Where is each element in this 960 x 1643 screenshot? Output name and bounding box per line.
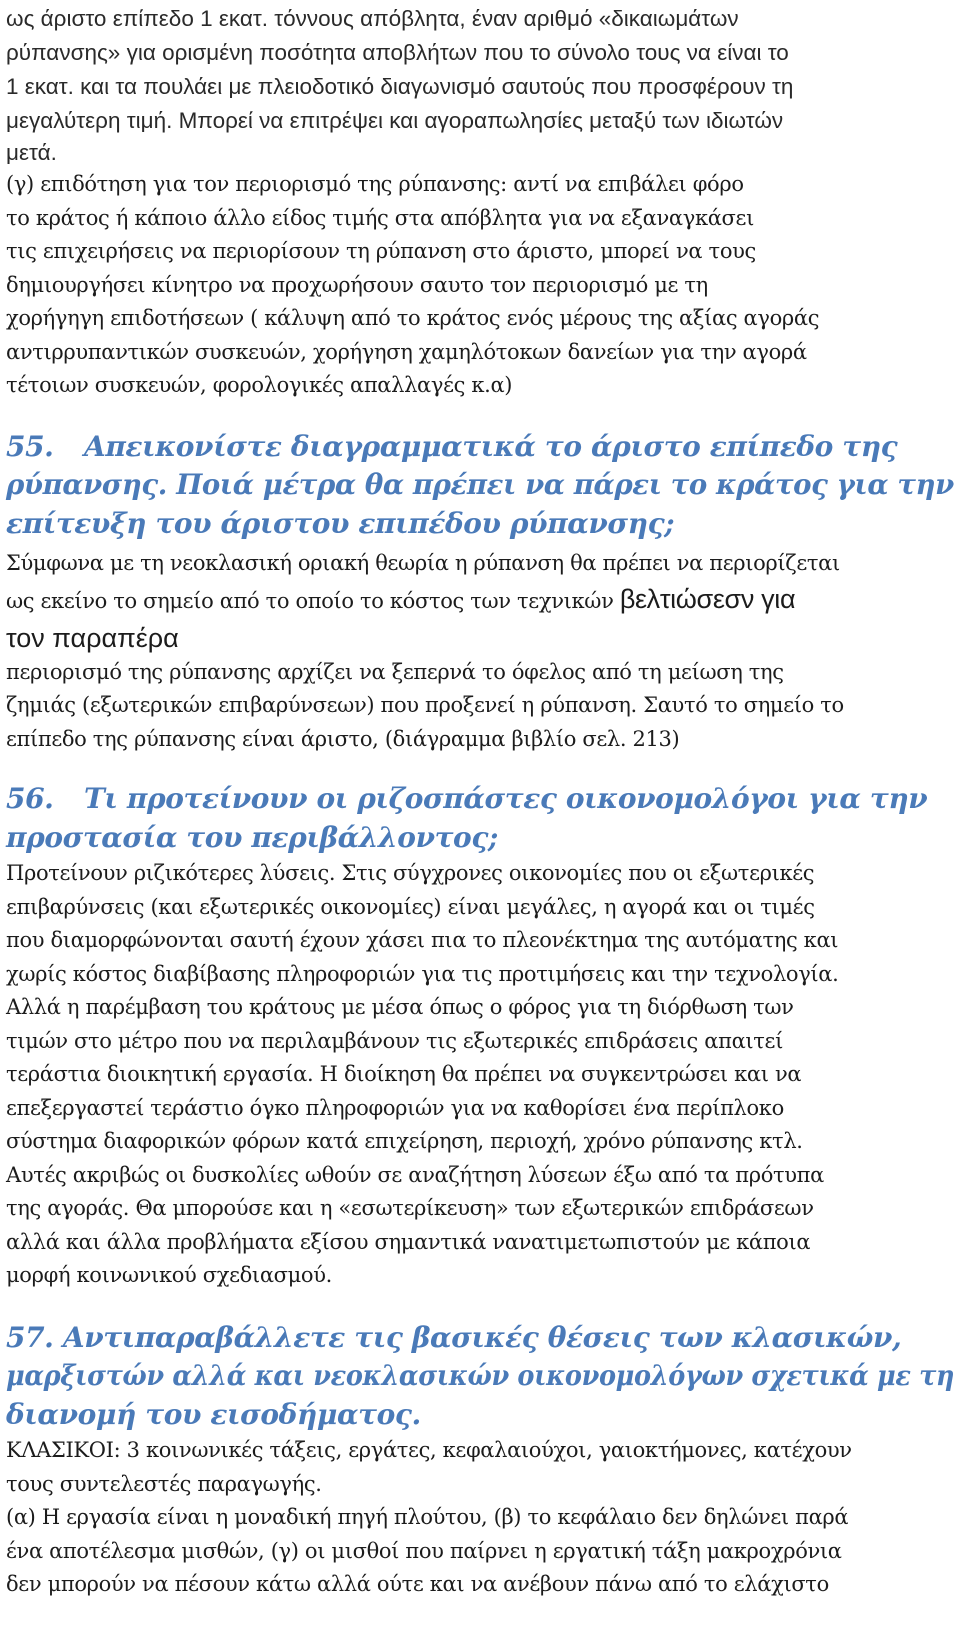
answer-line: ένα αποτέλεσμα μισθών, (γ) οι μισθοί που παίρνει η εργατική τάξη μακροχρόνια <box>6 1538 842 1563</box>
answer-line: επίπεδο της ρύπανσης είναι άριστο, (διάγραμμα βιβλίο σελ. 213) <box>6 726 680 751</box>
answer-line: που διαμορφώνονται σαυτή έχουν χάσει πια το πλεονέκτημα της αυτόματης και <box>6 928 839 952</box>
answer-line: τους συντελεστές παραγωγής. <box>6 1471 322 1496</box>
answer-text: ως εκείνο το σημείο από το οποίο το κόστος των τεχνικών <box>6 588 620 613</box>
intro-paragraph <box>6 0 956 168</box>
answer-line: επιβαρύνσεις (και εξωτερικές οικονομίες) είναι μεγάλες, η αγορά και οι τιμές <box>6 894 815 919</box>
subsidy-paragraph <box>6 168 956 403</box>
heading-text: ρύπανσης. Ποιά μέτρα θα πρέπει να πάρει το κράτος για την <box>6 468 954 501</box>
text-line: ως άριστο επίπεδο 1 εκατ. τόννους απόβλητα, έναν αριθμό «δικαιωμάτων <box>6 6 739 31</box>
heading-text: προστασία του περιβάλλοντος; <box>6 820 498 854</box>
answer-line: της αγοράς. Θα μπορούσε και η «εσωτερίκευση» των εξωτερικών επιδράσεων <box>6 1196 814 1220</box>
answer-line <box>6 581 956 620</box>
heading-text: Αντιπαραβάλλετε τις βασικές θέσεις των κλασικών, <box>62 1320 902 1354</box>
heading-text: Τι προτείνουν οι ριζοσπάστες οικονομολόγοι για την <box>84 782 928 815</box>
text-line: το κράτος ή κάποιο άλλο είδος τιμής στα απόβλητα για να εξαναγκάσει <box>6 205 754 230</box>
text-line: δημιουργήσει κίνητρο να προχωρήσουν σαυτο τον περιορισμό με τη <box>6 272 708 297</box>
heading-text: Απεικονίστε διαγραμματικά το άριστο επίπεδο της <box>84 429 898 463</box>
question-number: 57. <box>6 1320 54 1354</box>
answer-line: Αυτές ακριβώς οι δυσκολίες ωθούν σε αναζήτηση λύσεων έξω από τα πρότυπα <box>6 1162 824 1187</box>
heading-text: διανομή του εισοδήματος. <box>6 1397 421 1431</box>
answer-line: ΚΛΑΣΙΚΟΙ: 3 κοινωνικές τάξεις, εργάτες, κεφαλαιούχοι, γαιοκτήμονες, κατέχουν <box>6 1438 852 1462</box>
text-line: χορήγηγη επιδοτήσεων ( κάλυψη από το κράτος ενός μέρους της αξίας αγοράς <box>6 306 820 330</box>
heading-text: επίτευξη του άριστου επιπέδου ρύπανσης; <box>6 506 675 540</box>
answer-line: τιμών στο μέτρο που να περιλαμβάνουν τις εξωτερικές επιδράσεις απαιτεί <box>6 1028 783 1053</box>
answer-line: περιορισμό της ρύπανσης αρχίζει να ξεπερνά το όφελος από τη μείωση της <box>6 659 784 684</box>
question-heading <box>6 1319 956 1358</box>
question-heading <box>6 428 956 467</box>
answer-line: τον παραπέρα <box>6 622 179 653</box>
answer-line: ζημιάς (εξωτερικών επιβαρύνσεων) που προξενεί η ρύπανση. Σαυτό το σημείο το <box>6 693 844 717</box>
question-55 <box>6 428 956 757</box>
answer-line: επεξεργαστεί τεράστιο όγκο πληροφοριών για να καθορίσει ένα περίπλοκο <box>6 1095 784 1120</box>
text-line: μεγαλύτερη τιμή. Μπορεί να επιτρέψει και αγοραπωλησίες μεταξύ των ιδιωτών <box>6 108 784 133</box>
answer-line: Σύμφωνα με τη νεοκλασική οριακή θεωρία η ρύπανση θα πρέπει να περιορίζεται <box>6 551 840 575</box>
question-number: 56. <box>6 782 54 815</box>
answer-text-large: βελτιώσεσν για <box>619 583 796 614</box>
answer-line: δεν μπορούν να πέσουν κάτω αλλά ούτε και να ανέβουν πάνω από το ελάχιστο <box>6 1572 829 1596</box>
text-line: (γ) επιδότηση για τον περιορισμό της ρύπανσης: αντί να επιβάλει φόρο <box>6 172 744 196</box>
question-number: 55. <box>6 429 54 463</box>
text-line: αντιρρυπαντικών συσκευών, χορήγηση χαμηλότοκων δανείων για την αγορά <box>6 339 807 364</box>
question-56 <box>6 780 956 1293</box>
text-line: ρύπανσης» για ορισμένη ποσότητα αποβλήτων που το σύνολο τους να είναι το <box>6 40 789 65</box>
answer-line: χωρίς κόστος διαβίβασης πληροφοριών για τις προτιμήσεις και την τεχνολογία. <box>6 961 839 986</box>
answer-line: Αλλά η παρέμβαση του κράτους με μέσα όπως ο φόρος για τη διόρθωση των <box>6 995 794 1019</box>
text-line: τέτοιων συσκευών, φορολογικές απαλλαγές κ.α) <box>6 373 513 397</box>
question-57 <box>6 1319 956 1602</box>
heading-text: μαρξιστών αλλά και νεοκλασικών οικονομολόγων σχετικά με τη <box>6 1359 955 1392</box>
document-page <box>6 0 956 1602</box>
answer-line: (α) Η εργασία είναι η μοναδική πηγή πλούτου, (β) το κεφάλαιο δεν δηλώνει παρά <box>6 1505 849 1529</box>
answer-line: μορφή κοινωνικού σχεδιασμού. <box>6 1263 332 1287</box>
question-heading <box>6 780 956 819</box>
answer-line: τεράστια διοικητική εργασία. Η διοίκηση θα πρέπει να συγκεντρώσει και να <box>6 1062 802 1086</box>
text-line: μετά. <box>6 140 57 165</box>
text-line: τις επιχειρήσεις να περιορίσουν τη ρύπανση στο άριστο, μπορεί να τους <box>6 239 756 263</box>
answer-line: αλλά και άλλα προβλήματα εξίσου σημαντικά νανατιμετωπιστούν με κάποια <box>6 1229 811 1254</box>
answer-line: σύστημα διαφορικών φόρων κατά επιχείρηση, περιοχή, χρόνο ρύπανσης κτλ. <box>6 1129 803 1153</box>
answer-line: Προτείνουν ριζικότερες λύσεις. Στις σύγχρονες οικονομίες που οι εξωτερικές <box>6 861 815 885</box>
text-line: 1 εκατ. και τα πουλάει με πλειοδοτικό διαγωνισμό σαυτούς που προσφέρουν τη <box>6 74 794 99</box>
